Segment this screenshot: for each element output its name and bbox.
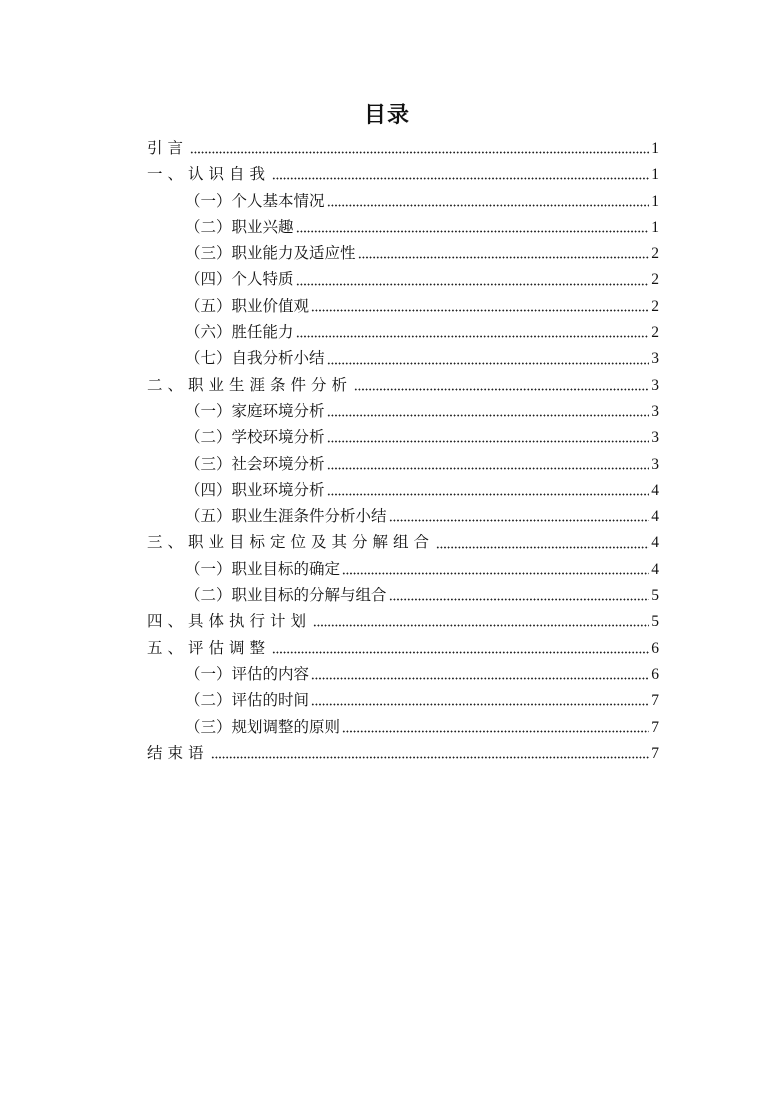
toc-entry-text: （五）职业生涯条件分析小结: [185, 507, 387, 526]
toc-subsection-entry[interactable]: [147, 582, 659, 608]
toc-entry-text: 一、认识自我: [147, 165, 271, 184]
toc-page-number: 1: [651, 140, 659, 157]
toc-page-number: 5: [651, 587, 659, 605]
toc-section-entry[interactable]: [147, 372, 659, 398]
toc-page-number: 3: [651, 376, 659, 394]
toc-entry-text: 引言: [147, 139, 189, 157]
toc-entry-text: （二）学校环境分析: [185, 428, 325, 447]
toc-section-entry[interactable]: [147, 608, 659, 634]
toc-entry-text: （三）规划调整的原则: [185, 717, 341, 736]
toc-dot-leader: [389, 519, 650, 522]
toc-entry-text: （一）个人基本情况: [185, 191, 325, 210]
toc-section-entry[interactable]: [147, 135, 659, 161]
toc-dot-leader: [354, 388, 649, 391]
toc-entry-text: 四、具体执行计划: [147, 612, 312, 631]
toc-section-entry[interactable]: [147, 740, 659, 766]
toc-dot-leader: [272, 177, 649, 180]
toc-page-number: 1: [651, 218, 659, 236]
toc-entry-text: 结束语: [147, 743, 209, 762]
toc-title: 目录: [363, 102, 410, 128]
toc-subsection-entry[interactable]: [147, 293, 659, 319]
toc-entry-text: （四）职业环境分析: [185, 480, 325, 499]
toc-dot-leader: [342, 572, 649, 575]
toc-entry-text: （一）职业目标的确定: [185, 559, 341, 578]
toc-subsection-entry[interactable]: [147, 556, 659, 582]
toc-entry-text: （二）职业目标的分解与组合: [185, 586, 387, 605]
toc-page-number: 4: [651, 560, 659, 578]
toc-dot-leader: [327, 204, 650, 207]
toc-subsection-entry[interactable]: [147, 398, 659, 424]
toc-subsection-entry[interactable]: [147, 266, 659, 292]
toc-entry-text: （二）评估的时间: [185, 691, 310, 710]
toc-page-number: 6: [651, 639, 659, 657]
toc-dot-leader: [190, 151, 649, 154]
toc-subsection-entry[interactable]: [147, 319, 659, 345]
toc-entry-text: （一）家庭环境分析: [185, 401, 325, 420]
toc-subsection-entry[interactable]: [147, 714, 659, 740]
toc-section-entry[interactable]: [147, 161, 659, 187]
toc-dot-leader: [358, 256, 650, 259]
toc-page-number: 4: [651, 481, 659, 499]
toc-entry-text: （七）自我分析小结: [185, 349, 325, 368]
toc-entry-text: （四）个人特质: [185, 270, 294, 289]
toc-page-number: 7: [651, 744, 659, 762]
toc-dot-leader: [327, 440, 650, 443]
toc-subsection-entry[interactable]: [147, 214, 659, 240]
toc-page-number: 2: [651, 297, 659, 315]
toc-dot-leader: [389, 598, 650, 601]
toc-entry-text: （三）职业能力及适应性: [185, 244, 356, 263]
toc-subsection-entry[interactable]: [147, 424, 659, 450]
toc-dot-leader: [311, 703, 649, 706]
toc-page-number: 2: [651, 245, 659, 263]
toc-entry-text: （三）社会环境分析: [185, 454, 325, 473]
toc-dot-leader: [327, 467, 650, 470]
toc-entry-text: （一）评估的内容: [185, 664, 310, 683]
toc-dot-leader: [313, 624, 649, 627]
toc-dot-leader: [296, 283, 650, 286]
toc-page-number: 1: [651, 166, 659, 184]
toc-subsection-entry[interactable]: [147, 451, 659, 477]
toc-page-number: 5: [651, 613, 659, 631]
toc-dot-leader: [272, 651, 649, 654]
toc-page-number: 4: [651, 508, 659, 526]
toc-page-number: 4: [651, 534, 659, 552]
toc-subsection-entry[interactable]: [147, 188, 659, 214]
toc-subsection-entry[interactable]: [147, 661, 659, 687]
toc-page-number: 7: [651, 692, 659, 710]
toc-list: [147, 135, 659, 766]
toc-subsection-entry[interactable]: [147, 240, 659, 266]
toc-entry-text: 三、职业目标定位及其分解组合: [147, 533, 435, 552]
toc-entry-text: （二）职业兴趣: [185, 217, 294, 236]
toc-section-entry[interactable]: [147, 635, 659, 661]
toc-subsection-entry[interactable]: [147, 345, 659, 371]
toc-page-number: 2: [651, 324, 659, 342]
toc-subsection-entry[interactable]: [147, 477, 659, 503]
toc-subsection-entry[interactable]: [147, 503, 659, 529]
toc-dot-leader: [327, 414, 650, 417]
toc-entry-text: （六）胜任能力: [185, 323, 294, 342]
toc-page-number: 3: [651, 402, 659, 420]
toc-dot-leader: [211, 756, 650, 759]
toc-dot-leader: [311, 309, 649, 312]
toc-dot-leader: [342, 730, 649, 733]
toc-page-number: 3: [651, 350, 659, 368]
toc-dot-leader: [327, 493, 650, 496]
toc-dot-leader: [296, 335, 650, 338]
toc-page-number: 2: [651, 271, 659, 289]
toc-subsection-entry[interactable]: [147, 687, 659, 713]
toc-page-number: 7: [651, 718, 659, 736]
toc-dot-leader: [327, 362, 650, 365]
toc-page-number: 1: [651, 192, 659, 210]
toc-entry-text: 五、评估调整: [147, 638, 271, 657]
toc-page-number: 3: [651, 455, 659, 473]
toc-entry-text: （五）职业价值观: [185, 296, 310, 315]
toc-dot-leader: [296, 230, 650, 233]
toc-dot-leader: [311, 677, 649, 680]
toc-page-number: 6: [651, 665, 659, 683]
toc-page-number: 3: [651, 429, 659, 447]
toc-section-entry[interactable]: [147, 529, 659, 555]
toc-entry-text: 二、职业生涯条件分析: [147, 375, 353, 394]
toc-dot-leader: [436, 546, 649, 549]
